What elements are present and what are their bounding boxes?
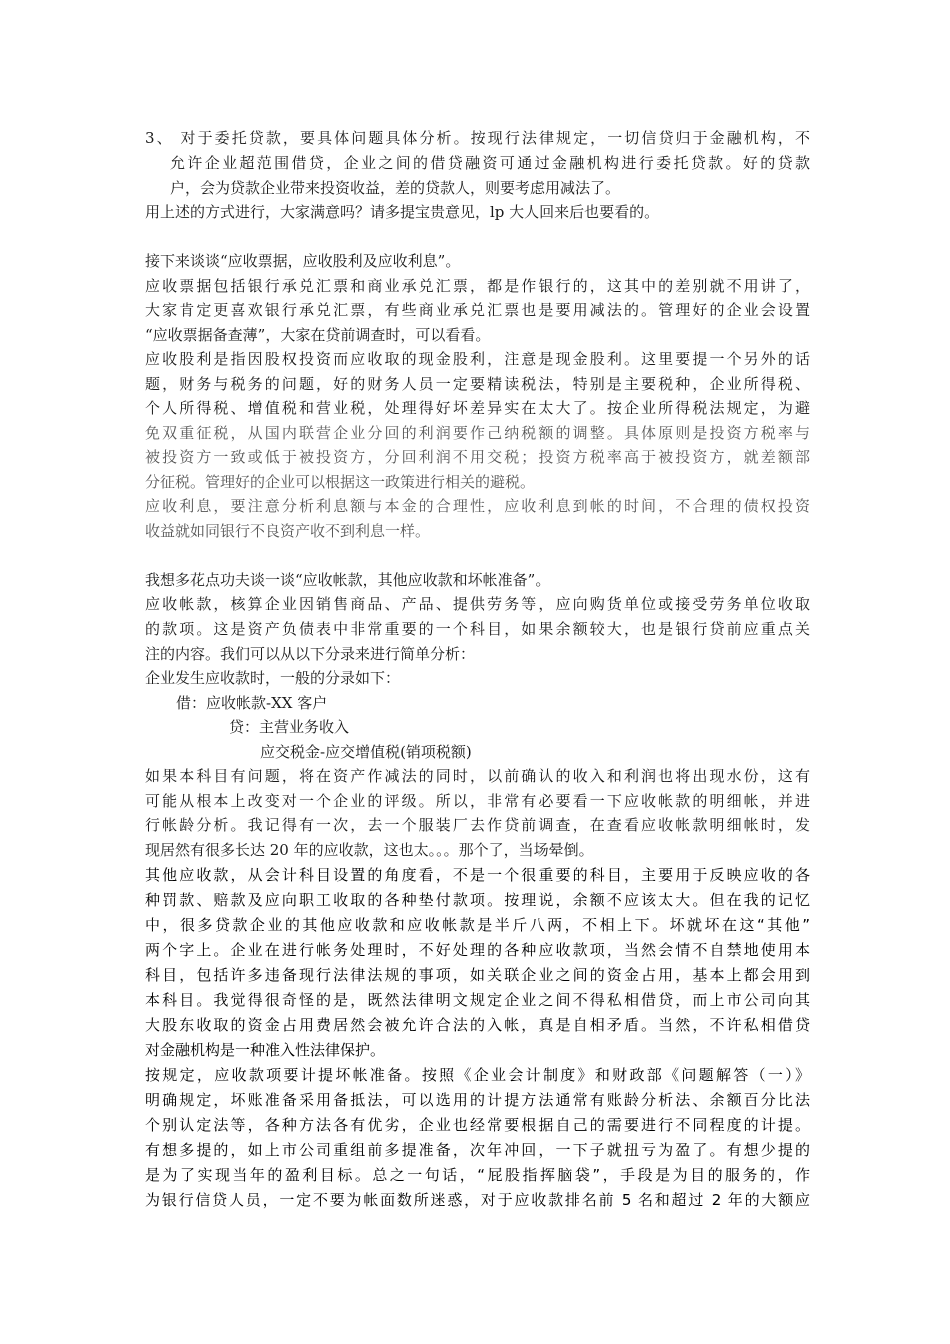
- text-line: 明确规定，坏账准备采用备抵法，可以选用的计提方法通常有账龄分析法、余额百分比法: [145, 1091, 810, 1109]
- text-line: 分征税。管理好的企业可以根据这一政策进行相关的避税。: [145, 473, 536, 491]
- text-line: 科目，包括许多违备现行法律法规的事项，如关联企业之间的资金占用，基本上都会用到: [145, 966, 810, 984]
- text-line: 为银行信贷人员，一定不要为帐面数所迷惑，对于应收款排名前 5 名和超过 2 年的大额应: [145, 1191, 810, 1209]
- text-line: “应收票据备查薄”，大家在贷前调查时，可以看看。: [145, 326, 491, 344]
- text-line: 按规定，应收款项要计提坏帐准备。按照《企业会计制度》和财政部《问题解答（一）》: [145, 1066, 810, 1084]
- text-line: 题，财务与税务的问题，好的财务人员一定要精读税法，特别是主要税种，企业所得税、: [145, 375, 810, 393]
- text-line: 免双重征税，从国内联营企业分回的利润要作己纳税额的调整。具体原则是投资方税率与: [145, 424, 810, 442]
- text-line: 应收利息，要注意分析利息额与本金的合理性，应收利息到帐的时间，不合理的债权投资: [145, 497, 810, 515]
- text-line: 借：应收帐款-XX 客户: [176, 694, 328, 712]
- text-line: 接下来谈谈“应收票据，应收股利及应收利息”。: [145, 252, 461, 270]
- text-line: 大股东收取的资金占用费居然会被允许合法的入帐，真是自相矛盾。当然，不许私相借贷: [145, 1016, 810, 1034]
- text-line: 企业发生应收款时，一般的分录如下：: [145, 669, 401, 687]
- text-line: 本科目。我觉得很奇怪的是，既然法律明文规定企业之间不得私相借贷，而上市公司向其: [145, 991, 810, 1009]
- text-line: 现居然有很多长达 20 年的应收款，这也太。。。那个了，当场晕倒。: [145, 841, 594, 859]
- text-line: 是为了实现当年的盈利目标。总之一句话，“屁股指挥脑袋”，手段是为目的服务的，作: [145, 1166, 810, 1184]
- text-line: 个别认定法等，各种方法各有优劣，企业也经常要根据自己的需要进行不同程度的计提。: [145, 1116, 810, 1134]
- text-line: 应交税金-应交增值税(销项税额): [260, 743, 472, 761]
- text-line: 应收票据包括银行承兑汇票和商业承兑汇票，都是作银行的，这其中的差别就不用讲了，: [145, 277, 810, 295]
- text-line: 被投资方一致或低于被投资方，分回利润不用交税；投资方税率高于被投资方，就差额部: [145, 448, 810, 466]
- text-line: 贷：主营业务收入: [229, 718, 350, 736]
- text-line: 应收股利是指因股权投资而应收取的现金股利，注意是现金股利。这里要提一个另外的话: [145, 350, 810, 368]
- text-line: 种罚款、赔款及应向职工收取的各种垫付款项。按理说，余额不应该太大。但在我的记忆: [145, 891, 810, 909]
- text-line: 有想多提的，如上市公司重组前多提准备，次年冲回，一下子就扭亏为盈了。有想少提的: [145, 1141, 810, 1159]
- text-line: 对金融机构是一种准入性法律保护。: [145, 1041, 386, 1059]
- text-line: 3、 对于委托贷款，要具体问题具体分析。按现行法律规定，一切信贷归于金融机构，不: [145, 129, 810, 147]
- text-line: 两个字上。企业在进行帐务处理时，不好处理的各种应收款项，当然会情不自禁地使用本: [145, 941, 810, 959]
- text-line: 中，很多贷款企业的其他应收款和应收帐款是半斤八两，不相上下。坏就坏在这“其他”: [145, 916, 810, 934]
- text-line: 个人所得税、增值税和营业税，处理得好坏差异实在太大了。按企业所得税法规定，为避: [145, 399, 810, 417]
- text-line: 注的内容。我们可以从以下分录来进行简单分析：: [145, 645, 476, 663]
- text-line: 可能从根本上改变对一个企业的评级。所以，非常有必要看一下应收帐款的明细帐，并进: [145, 792, 810, 810]
- text-line: 的款项。这是资产负债表中非常重要的一个科目，如果余额较大，也是银行贷前应重点关: [145, 620, 810, 638]
- text-line: 用上述的方式进行，大家满意吗？请多提宝贵意见，lp 大人回来后也要看的。: [145, 203, 660, 221]
- text-line: 行帐龄分析。我记得有一次，去一个服装厂去作贷前调查，在查看应收帐款明细帐时，发: [145, 816, 810, 834]
- text-line: 户，会为贷款企业带来投资收益，差的贷款人，则要考虑用减法了。: [170, 179, 621, 197]
- text-line: 我想多花点功夫谈一谈“应收帐款，其他应收款和坏帐准备”。: [145, 571, 551, 589]
- text-line: 应收帐款，核算企业因销售商品、产品、提供劳务等，应向购货单位或接受劳务单位收取: [145, 595, 810, 613]
- text-line: 大家肯定更喜欢银行承兑汇票，有些商业承兑汇票也是要用减法的。管理好的企业会设置: [145, 301, 810, 319]
- text-line: 允许企业超范围借贷，企业之间的借贷融资可通过金融机构进行委托贷款。好的贷款: [170, 154, 810, 172]
- text-line: 其他应收款，从会计科目设置的角度看，不是一个很重要的科目，主要用于反映应收的各: [145, 866, 810, 884]
- text-line: 收益就如同银行不良资产收不到利息一样。: [145, 522, 431, 540]
- text-line: 如果本科目有问题，将在资产作减法的同时，以前确认的收入和利润也将出现水份，这有: [145, 767, 810, 785]
